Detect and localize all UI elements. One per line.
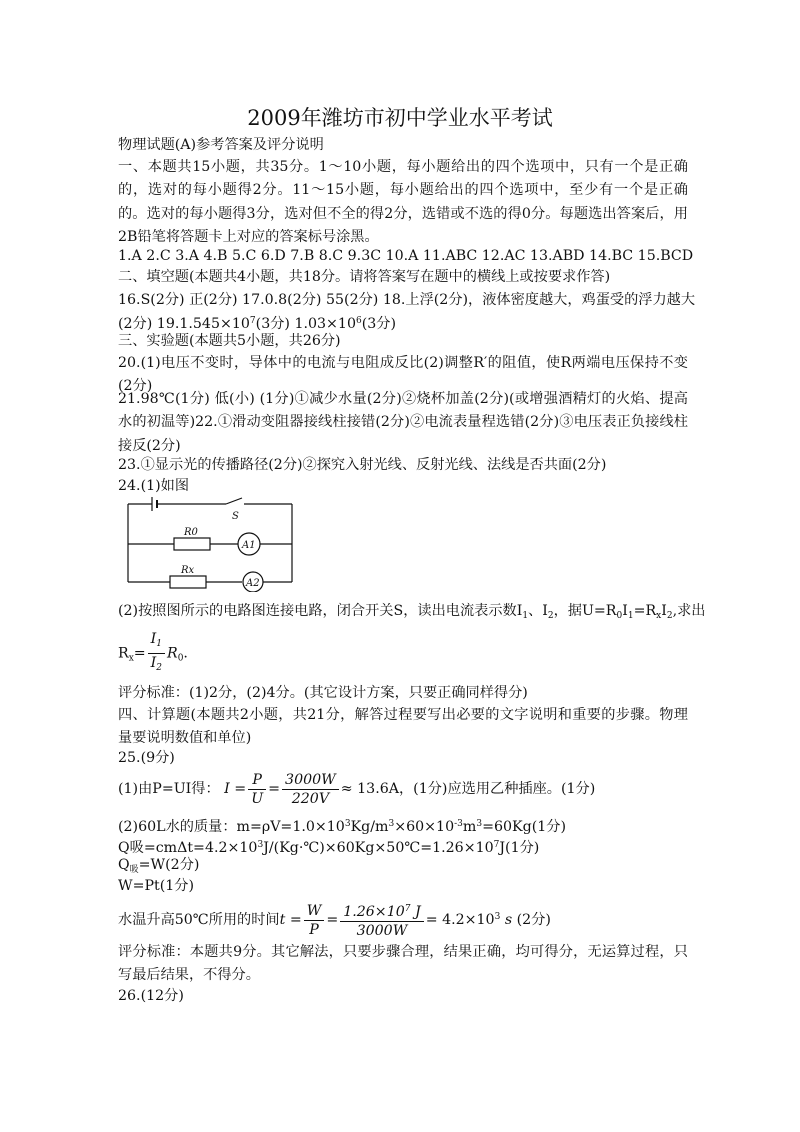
q25-2e-num2-unit: J [410,904,421,920]
q25-2e-den2: 3000W [356,923,408,939]
r0-label: R0 [184,527,198,538]
section1-answers: 1.A 2.C 3.A 4.B 5.C 6.D 7.B 8.C 9.3C 10.A 11.ABC 12.AC 13.ABD 14.BC 15.BCD [118,248,694,264]
q25-2e-pre: 水温升高50℃所用的时间 [118,912,280,928]
q25-scoring: 评分标准：本题共9分。其它解法，只要步骤合理，结果正确，均可得分，无运算过程，只写最后结果，不得分。 [118,944,688,983]
q24-2-i: I [622,603,628,619]
q25-2e-lhs: t [279,912,286,928]
q25-2c-post: =W(2分) [138,857,200,873]
q25-1-num1: P [248,771,266,790]
a2-label: A2 [246,578,260,589]
q21-22-answers: 21.98℃(1分) 低(小) (1分)①减少水量(2分)②烧杯加盖(2分)(或增强酒精灯的火焰、提高水的初温等)22.①滑动变阻器接线柱接错(2分)②电流表量程选错(2分)③电压表正负接线柱接反(2分) [118,391,688,454]
q25-2a-post: =60Kg(1分) [482,819,566,835]
q19-text-b: (3分) 1.03×10 [255,316,356,332]
rx-formula-tail: . [183,645,188,662]
switch-blade [226,498,242,504]
section3-header: 三、实验题(本题共5小题，共26分) [118,333,341,349]
q25-2e-fraction2 [340,900,423,940]
rx-label: Rx [181,565,195,576]
q25-2e-eq3: = 4.2×10 [425,912,495,928]
q25-2e-eq2: = [326,912,339,928]
section4-header: 四、计算题(本题共2小题，共21分，解答过程要写出必要的文字说明和重要的步骤。物理量要说明数值和单位) [118,707,688,746]
q25-2b-post: J(1分) [499,840,540,856]
q25-2b-mid: J/(Kg·℃)×60Kg×50℃=1.26×10 [263,840,494,856]
q24-2-sub-5: x [656,611,662,621]
resistor-rx [170,576,206,588]
q25-2a-m1: Kg/m [350,819,389,835]
q23-answer: 23.①显示光的传播路径(2分)②探究入射光线、反射光线、法线是否共面(2分) [118,457,607,473]
rx-formula-lhs-sub: x [128,653,134,664]
q25-2a-pre: (2)60L水的质量：m=ρV=1.0×10 [118,819,345,835]
q24-2-sub-4: 1 [627,611,634,621]
q24-2-eq: =R [633,603,657,619]
q19-exponent-1: 7 [249,316,256,326]
q19-text-c: (3分) [361,316,397,332]
a1-label: A1 [242,540,256,551]
q24-2-text-end: ,求出 [672,603,706,619]
q25-part1 [118,768,688,810]
circuit-diagram [124,494,298,592]
q25-1-eq2: = [268,781,281,797]
q26-header: 26.(12分) [118,988,184,1004]
q25-2e-fraction1 [304,902,325,939]
q25-2e-num2: 1.26×10 [343,904,405,920]
q25-2e-den1: P [309,921,319,938]
switch-label: S [232,511,239,522]
q25-1-approx: ≈ 13.6A [340,781,399,797]
q25-part2-mass [118,814,688,837]
q25-2a-m2: ×60×10 [394,819,455,835]
q25-1-eq1: = [234,781,247,797]
answer-key-subtitle: 物理试题(A)参考答案及评分说明 [118,137,324,153]
q25-2e-post: (2分) [512,912,551,928]
q24-2-text-pre: (2)按照图所示的电路图连接电路，闭合开关S，读出电流表示数I [118,603,523,619]
q25-2e-num1: W [304,902,325,921]
q25-1-fraction1 [248,771,266,808]
rx-formula-den: I [150,655,157,671]
q25-2a-e2: 3 [388,819,395,829]
q25-1-den2: 220V [291,790,330,807]
rx-formula-num: I [150,631,157,647]
section1-instructions: 一、本题共15小题，共35分。1～10小题，每小题给出的四个选项中，只有一个是正确的，选对的每小题得2分。11～15小题，每小题给出的四个选项中，至少有一个是正确的。选对的每小题得3分，选对但不全的得2分，选错或不选的得0分。每题选出答案后，用2B铅笔将答题卡上对应的答案标号涂黑。 [118,159,688,245]
q24-2-sub-2: 2 [547,611,554,621]
rx-formula-fraction [148,630,165,677]
q25-header: 25.(9分) [118,750,175,766]
q25-2a-m3: m [462,819,477,835]
q24-scoring: 评分标准：(1)2分，(2)4分。(其它设计方案，只要正确同样得分) [118,685,528,701]
q24-2-sub-1: 1 [522,611,529,621]
q25-2c-sub: 吸 [129,865,139,875]
q25-2e-res-exp: 3 [494,912,501,922]
rx-formula-r-sub: 0 [177,653,184,664]
q24-part1: 24.(1)如图 [118,478,190,494]
q20-answer: 20.(1)电压不变时，导体中的电流与电阻成反比(2)调整R′的阻值，使R两端电压保持不变(2分) [118,355,688,394]
q25-1-num2: 3000W [282,771,339,790]
q25-part2-time [118,896,688,938]
q24-part2 [118,601,706,626]
q25-2b-e1: 3 [257,840,264,850]
q25-2e-eq1: = [289,912,302,928]
q24-2-text-post: ，据U=R [553,603,617,619]
q24-2-sub-6: 2 [666,611,673,621]
q25-1-den1: U [251,790,264,807]
q24-2-sub-3: 0 [616,611,623,621]
resistor-r0 [174,538,210,550]
q25-2b-pre: Q吸=cmΔt=4.2×10 [118,840,258,856]
q24-2-text-mid: 、I [528,603,548,619]
rx-formula-lhs: R [118,645,129,662]
q25-2e-num2-exp: 7 [404,904,411,914]
q25-1-text-post: ，(1分)应选用乙种插座。(1分) [398,781,596,797]
q25-2c-pre: Q [118,857,130,873]
q16-18-answers: 16.S(2分) 正(2分) 17.0.8(2分) 55(2分) 18.上浮(2分)，液体密度越大，鸡蛋受的浮力越大 [118,292,696,308]
q25-2a-e1: 3 [344,819,351,829]
rx-formula-eq: = [133,645,146,662]
q19-exponent-2: 6 [355,316,362,326]
q24-2-i2: I [661,603,667,619]
q25-2b-e2: 7 [493,840,500,850]
exam-title: 2009年潍坊市初中学业水平考试 [247,106,553,130]
rx-formula [118,630,688,673]
q25-2a-e3: -3 [454,819,463,829]
q25-1-text-pre: (1)由P=UI得： [118,781,220,797]
rx-formula-num-sub: 1 [156,639,162,649]
q19-text-a: (2分) 19.1.545×10 [118,316,250,332]
q25-1-lhs: I [224,781,230,797]
rx-formula-r: R [167,645,178,662]
rx-formula-den-sub: 2 [156,663,162,673]
q25-part2-work: W=Pt(1分) [118,878,195,894]
q25-2a-e4: 3 [476,819,483,829]
q25-2e-res-unit: s [500,912,513,928]
section2-header: 二、填空题(本题共4小题，共18分。请将答案写在题中的横线上或按要求作答) [118,269,611,285]
q25-1-fraction2 [282,771,339,808]
